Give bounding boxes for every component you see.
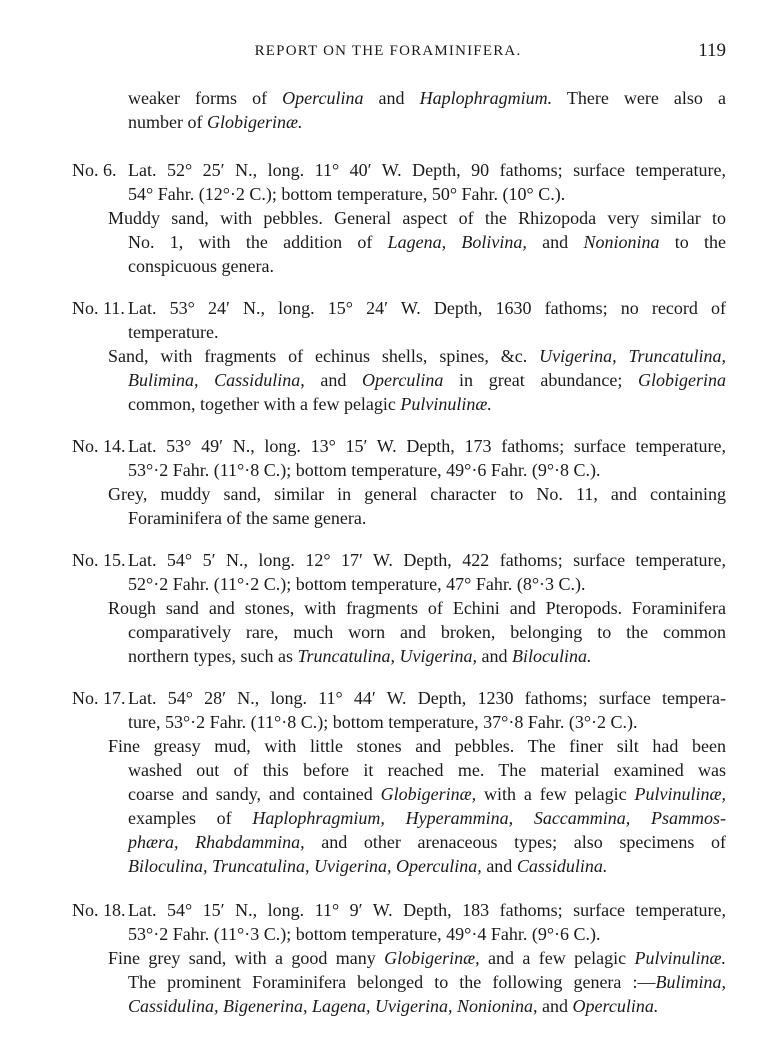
text-run: The prominent Foraminifera belonged to the following genera :—	[128, 972, 656, 992]
text-run: to the	[659, 232, 726, 252]
desc-line: Muddy sand, with pebbles. General aspect of the Rhizopoda very similar to	[108, 208, 726, 228]
intro-line	[128, 86, 726, 110]
station-line: ture, 53°·2 Fahr. (11°·8 C.); bottom temperature, 37°·8 Fahr. (3°·2 C.).	[128, 712, 638, 732]
desc-line: Rough sand and stones, with fragments of Echini and Pteropods. Foraminifera	[108, 598, 726, 618]
desc-line	[108, 392, 726, 416]
station-header	[72, 898, 726, 946]
genus-name: Globigerinæ,	[380, 784, 477, 804]
genus-name: Haplophragmium, Hyperammina, Saccammina, Psammos-	[252, 808, 727, 828]
genus-name: Pulvinulinæ.	[634, 948, 726, 968]
genus-name: Bulimina,	[655, 972, 726, 992]
text-run: and	[476, 646, 512, 666]
desc-line: Foraminifera of the same genera.	[128, 508, 367, 528]
text-run: Fine grey sand, with a good many	[108, 948, 385, 968]
text-run: and	[363, 88, 420, 108]
station-header	[72, 686, 726, 734]
desc-line	[108, 830, 726, 854]
station-header	[72, 296, 726, 344]
genus-name: Biloculina, Truncatulina, Uvigerina, Operculina,	[128, 856, 482, 876]
station-entry-15	[72, 548, 726, 668]
genus-name: Globigerinæ.	[206, 112, 303, 132]
intro-paragraph	[128, 86, 726, 134]
genus-name: Operculina	[282, 88, 364, 108]
station-description	[72, 596, 726, 668]
genus-name: Biloculina.	[511, 646, 592, 666]
desc-line	[108, 230, 726, 254]
text-run: northern types, such as	[128, 646, 298, 666]
desc-line	[108, 782, 726, 806]
desc-line	[108, 994, 726, 1018]
station-line: 54° Fahr. (12°·2 C.); bottom temperature, 50° Fahr. (10° C.).	[128, 184, 566, 204]
desc-line	[108, 644, 726, 668]
desc-line	[108, 854, 726, 878]
station-line: Lat. 54° 15′ N., long. 11° 9′ W. Depth, 183 fathoms; surface temperature,	[128, 900, 726, 920]
text-run: No. 1, with the addition of	[128, 232, 388, 252]
station-number: No. 17.	[72, 688, 126, 708]
text-run: and other arenaceous types; also specimens of	[304, 832, 726, 852]
station-entry-6	[72, 158, 726, 278]
station-line: 53°·2 Fahr. (11°·3 C.); bottom temperature, 49°·4 Fahr. (9°·6 C.).	[128, 924, 601, 944]
genus-name: Cassidulina, Bigenerina, Lagena, Uvigerina, Nonionina,	[128, 996, 538, 1016]
station-header	[72, 434, 726, 482]
genus-name: Globigerina	[638, 370, 727, 390]
desc-line	[108, 344, 726, 368]
station-line: 53°·2 Fahr. (11°·8 C.); bottom temperature, 49°·6 Fahr. (9°·8 C.).	[128, 460, 601, 480]
desc-line	[108, 970, 726, 994]
genus-name: Haplophragmium.	[419, 88, 553, 108]
genus-name: Uvigerina, Truncatulina,	[539, 346, 727, 366]
text-run: and	[481, 856, 517, 876]
text-run: Sand, with fragments of echinus shells, spines, &c.	[108, 346, 540, 366]
text-run: examples of	[128, 808, 253, 828]
genus-name: Lagena, Bolivina,	[387, 232, 527, 252]
station-line: 52°·2 Fahr. (11°·2 C.); bottom temperature, 47° Fahr. (8°·3 C.).	[128, 574, 586, 594]
station-number: No. 18.	[72, 900, 126, 920]
station-number: No. 6.	[72, 160, 117, 180]
station-line: Lat. 53° 49′ N., long. 13° 15′ W. Depth, 173 fathoms; surface temperature,	[128, 436, 726, 456]
page-header	[0, 40, 776, 66]
station-line: Lat. 53° 24′ N., long. 15° 24′ W. Depth, 1630 fathoms; no record of	[128, 298, 726, 318]
page-number: 119	[698, 40, 726, 61]
station-description	[72, 344, 726, 416]
genus-name: Globigerinæ,	[384, 948, 480, 968]
station-line: Lat. 54° 28′ N., long. 11° 44′ W. Depth, 1230 fathoms; surface tempera-	[128, 688, 726, 708]
station-number: No. 14.	[72, 436, 126, 456]
intro-line	[128, 110, 726, 134]
desc-line	[108, 946, 726, 970]
station-number: No. 11.	[72, 298, 125, 318]
desc-line: Grey, muddy sand, similar in general character to No. 11, and containing	[108, 484, 726, 504]
station-description	[72, 946, 726, 1018]
text-run: and	[304, 370, 363, 390]
desc-line	[108, 806, 726, 830]
station-line: Lat. 52° 25′ N., long. 11° 40′ W. Depth, 90 fathoms; surface temperature,	[128, 160, 726, 180]
desc-line: washed out of this before it reached me. The material examined was	[128, 760, 726, 780]
text-run: weaker forms of	[128, 88, 283, 108]
genus-name: Cassidulina.	[516, 856, 608, 876]
genus-name: Pulvinulinæ,	[634, 784, 726, 804]
desc-line: conspicuous genera.	[128, 256, 274, 276]
station-description	[72, 734, 726, 878]
station-description	[72, 482, 726, 530]
station-description	[72, 206, 726, 278]
desc-line: Fine greasy mud, with little stones and pebbles. The finer silt had been	[108, 736, 726, 756]
station-entry-17	[72, 686, 726, 878]
genus-name: Pulvinulinæ.	[400, 394, 492, 414]
station-header	[72, 158, 726, 206]
station-entry-18	[72, 898, 726, 1018]
station-number: No. 15.	[72, 550, 126, 570]
station-entry-14	[72, 434, 726, 530]
genus-name: Truncatulina, Uvigerina,	[297, 646, 477, 666]
station-header	[72, 548, 726, 596]
running-title: REPORT ON THE FORAMINIFERA.	[254, 43, 522, 59]
genus-name: Operculina	[362, 370, 444, 390]
text-run: number of	[128, 112, 207, 132]
genus-name: phæra, Rhabdammina,	[128, 832, 305, 852]
station-line: Lat. 54° 5′ N., long. 12° 17′ W. Depth, 422 fathoms; surface temperature,	[128, 550, 726, 570]
text-run: with a few pelagic	[476, 784, 635, 804]
desc-line: comparatively rare, much worn and broken, belonging to the common	[128, 622, 726, 642]
text-run: There were also a	[552, 88, 726, 108]
genus-name: Bulimina, Cassidulina,	[128, 370, 305, 390]
text-run: in great abundance;	[443, 370, 639, 390]
text-run: and	[537, 996, 573, 1016]
desc-line	[108, 368, 726, 392]
text-run: and	[526, 232, 584, 252]
text-run: coarse and sandy, and contained	[128, 784, 381, 804]
station-entry-11	[72, 296, 726, 416]
station-line: temperature.	[128, 322, 219, 342]
genus-name: Nonionina	[583, 232, 660, 252]
genus-name: Operculina.	[572, 996, 659, 1016]
text-run: common, together with a few pelagic	[128, 394, 401, 414]
text-run: and a few pelagic	[479, 948, 635, 968]
